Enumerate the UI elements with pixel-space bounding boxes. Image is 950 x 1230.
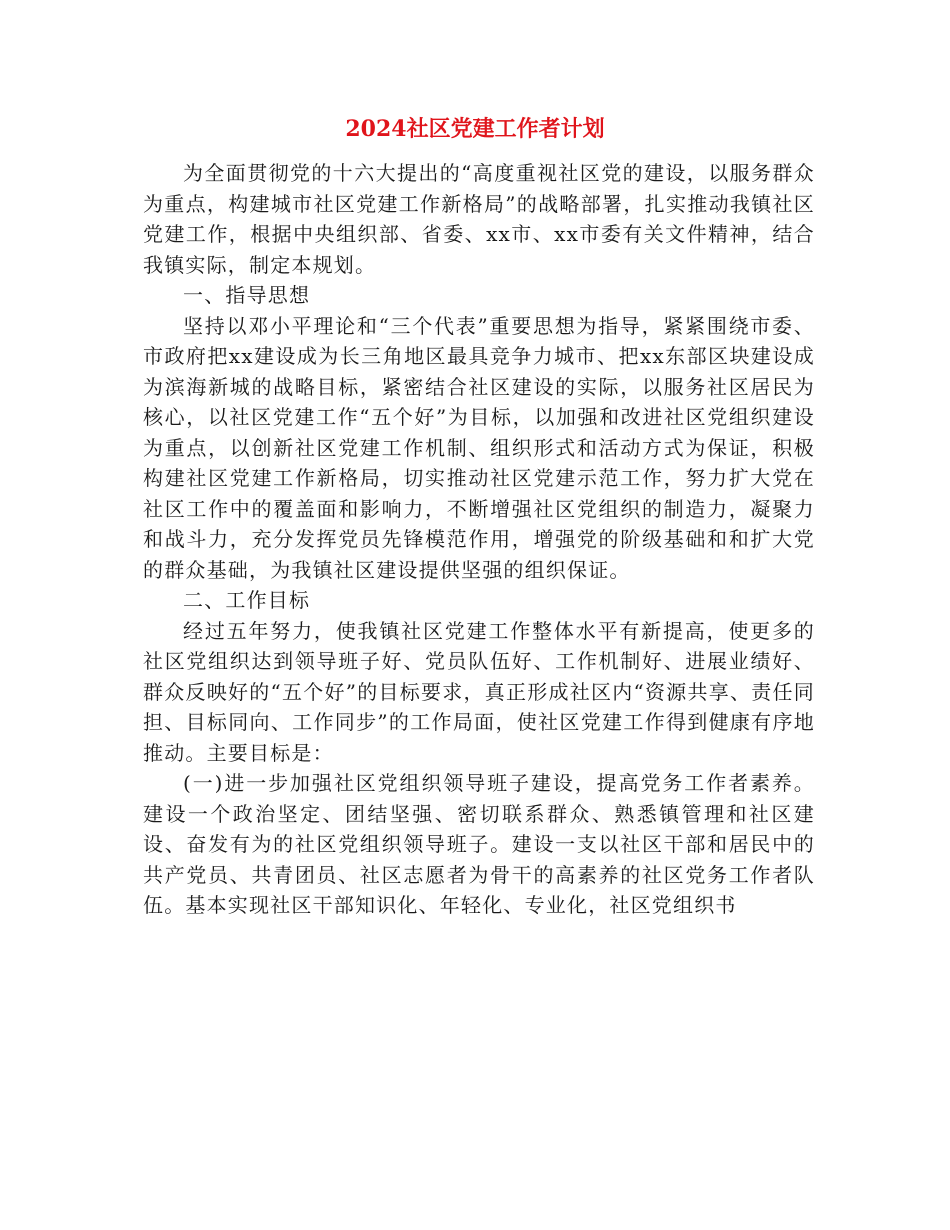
section-heading-guiding-ideology: 一、指导思想 [183, 283, 311, 307]
section-heading-work-goals: 二、工作目标 [183, 588, 311, 612]
guiding-ideology-paragraph: 坚持以邓小平理论和“三个代表”重要思想为指导，紧紧围绕市委、市政府把xx建设成为长三角地区最具竞争力城市、把xx东部区块建设成为滨海新城的战略目标，紧密结合社区建设的实际，以服务社区居民为核心，以社区党建工作“五个好”为目标，以加强和改进社区党组织建设为重点，以创新社区党建工作机制、组织形式和活动方式为保证，积极构建社区党建工作新格局，切实推动社区党建示范工作，努力扩大党在社区工作中的覆盖面和影响力，不断增强社区党组织的制造力，凝聚力和战斗力，充分发挥党员先锋模范作用，增强党的阶级基础和和扩大党的群众基础，为我镇社区建设提供坚强的组织保证。 [143, 313, 815, 582]
intro-paragraph: 为全面贯彻党的十六大提出的“高度重视社区党的建设，以服务群众为重点，构建城市社区党建工作新格局”的战略部署，扎实推动我镇社区党建工作，根据中央组织部、省委、xx市、xx市委有关文件精神，结合我镇实际，制定本规划。 [143, 161, 815, 277]
goal-item-1-paragraph: (一)进一步加强社区党组织领导班子建设，提高党务工作者素养。建设一个政治坚定、团结坚强、密切联系群众、熟悉镇管理和社区建设、奋发有为的社区党组织领导班子。建设一支以社区干部和居民中的共产党员、共青团员、社区志愿者为骨干的高素养的社区党务工作者队伍。基本实现社区干部知识化、年轻化、专业化，社区党组织书 [143, 771, 815, 917]
work-goals-paragraph: 经过五年努力，使我镇社区党建工作整体水平有新提高，使更多的社区党组织达到领导班子好、党员队伍好、工作机制好、进展业绩好、群众反映好的“五个好”的目标要求，真正形成社区内“资源共享、责任同担、目标同向、工作同步”的工作局面，使社区党建工作得到健康有序地推动。主要目标是： [143, 618, 815, 765]
document-body [143, 158, 815, 921]
document-title: 2024社区党建工作者计划 [345, 116, 605, 142]
